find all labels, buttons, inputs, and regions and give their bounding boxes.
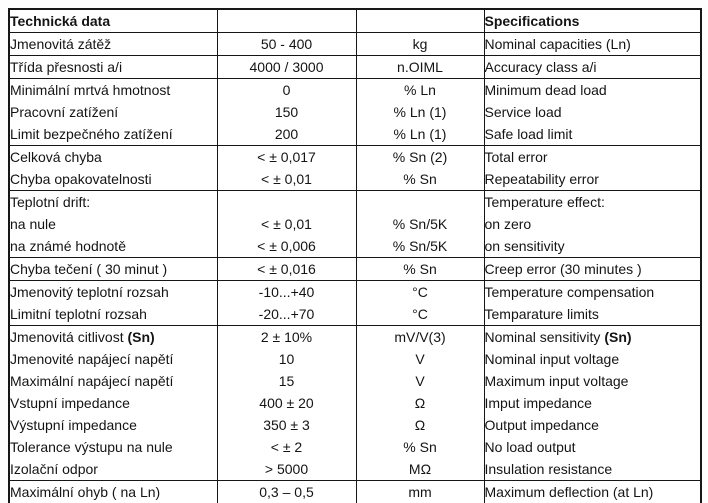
cell-unit (356, 56, 484, 79)
value-text: < ± 0,01 (261, 216, 312, 232)
label-czech-bold-text: (Sn) (127, 329, 155, 345)
cell-unit (356, 481, 484, 503)
cell-unit (356, 213, 484, 235)
cell-label-english (484, 281, 701, 304)
label-czech-text: Třída přesnosti a/i (10, 59, 123, 75)
cell-label-english (484, 348, 701, 370)
label-czech-text: Pracovní zatížení (10, 104, 119, 120)
table-group (9, 481, 701, 503)
value-text: 400 ± 20 (259, 395, 314, 411)
table-row (9, 348, 701, 370)
label-english-text: Accuracy class a/i (484, 59, 597, 75)
table-row (9, 458, 701, 481)
cell-label-english (484, 235, 701, 258)
cell-label-czech (9, 370, 217, 392)
value-text: < ± 0,006 (257, 238, 316, 254)
value-text: 50 - 400 (260, 36, 313, 52)
label-czech-text: Jmenovitý teplotní rozsah (10, 284, 169, 300)
cell-label-czech (9, 123, 217, 146)
label-czech-text: Minimální mrtvá hmotnost (10, 82, 171, 98)
cell-unit (356, 303, 484, 326)
label-czech-text: Maximální ohyb ( na Ln) (10, 484, 161, 500)
unit-text: % Sn (403, 261, 437, 277)
header-row (9, 9, 701, 33)
table-row (9, 235, 701, 258)
table-group (9, 281, 701, 326)
cell-label-czech (9, 168, 217, 191)
label-english-text: No load output (484, 439, 576, 455)
label-english-text: Creep error (30 minutes ) (484, 261, 642, 277)
table-row (9, 213, 701, 235)
cell-label-english (484, 481, 701, 503)
value-text: 2 ± 10% (260, 329, 313, 345)
cell-label-czech (9, 258, 217, 281)
cell-value (217, 348, 356, 370)
cell-label-czech (9, 326, 217, 349)
unit-text: °C (412, 284, 428, 300)
table-row (9, 481, 701, 503)
unit-text: Ω (414, 417, 426, 433)
cell-unit (356, 436, 484, 458)
value-text: < ± 0,016 (257, 261, 316, 277)
unit-text: n.OIML (397, 59, 443, 75)
label-english-text: Nominal capacities (Ln) (484, 36, 631, 52)
unit-text: Ω (414, 395, 426, 411)
value-text: < ± 0,017 (257, 149, 316, 165)
value-text: < ± 2 (270, 439, 303, 455)
cell-label-english (484, 213, 701, 235)
unit-text: V (415, 351, 425, 367)
cell-unit (356, 79, 484, 102)
value-text: 10 (278, 351, 295, 367)
header-specifications-title: Specifications (484, 9, 701, 33)
label-english-text: Output impedance (484, 417, 599, 433)
table-row (9, 101, 701, 123)
label-english-text: Temperature compensation (484, 284, 655, 300)
label-english-text: Insulation resistance (484, 461, 613, 477)
cell-unit (356, 370, 484, 392)
cell-label-english (484, 79, 701, 102)
value-text: 0 (282, 82, 291, 98)
unit-text: % Ln (1) (393, 104, 447, 120)
cell-label-czech (9, 281, 217, 304)
cell-value (217, 146, 356, 169)
label-czech-text: Chyba opakovatelnosti (10, 171, 152, 187)
cell-label-czech (9, 191, 217, 214)
cell-unit (356, 258, 484, 281)
table-row (9, 33, 701, 56)
table-row (9, 168, 701, 191)
cell-label-english (484, 326, 701, 349)
cell-value (217, 436, 356, 458)
cell-label-czech (9, 235, 217, 258)
cell-unit (356, 123, 484, 146)
cell-label-english (484, 168, 701, 191)
label-czech-text: Jmenovitá zátěž (10, 36, 112, 52)
cell-label-czech (9, 101, 217, 123)
table-group (9, 79, 701, 146)
cell-label-english (484, 392, 701, 414)
cell-value (217, 235, 356, 258)
label-czech-text: Jmenovitá citlivost (10, 329, 128, 345)
table-row (9, 303, 701, 326)
unit-text: % Ln (404, 82, 436, 98)
label-czech-text: Limitní teplotní rozsah (10, 306, 147, 322)
label-english-text: Repeatability error (484, 171, 599, 187)
header-value-column (217, 9, 356, 33)
label-english-text: Maximum input voltage (484, 373, 629, 389)
table-group (9, 33, 701, 56)
label-czech-text: Celková chyba (10, 149, 102, 165)
cell-label-english (484, 414, 701, 436)
table-row (9, 56, 701, 79)
table-row (9, 79, 701, 102)
unit-text: % Sn (403, 171, 437, 187)
label-czech-text: Tolerance výstupu na nule (10, 439, 173, 455)
cell-label-czech (9, 146, 217, 169)
cell-unit (356, 146, 484, 169)
value-text: 200 (274, 126, 299, 142)
label-english-text: Temperature effect: (484, 194, 605, 210)
unit-text: mV/V(3) (394, 329, 446, 345)
cell-value (217, 213, 356, 235)
cell-label-czech (9, 79, 217, 102)
cell-value (217, 392, 356, 414)
label-english-bold-text: (Sn) (604, 329, 632, 345)
table-group (9, 146, 701, 191)
table-row (9, 281, 701, 304)
table-row (9, 436, 701, 458)
label-english-text: on sensitivity (484, 238, 565, 254)
label-czech-text: Teplotní drift: (10, 194, 91, 210)
cell-value (217, 123, 356, 146)
label-english-text: Maximum deflection (at Ln) (484, 484, 654, 500)
unit-text: % Sn/5K (392, 238, 448, 254)
table-row (9, 370, 701, 392)
label-czech-text: Výstupní impedance (10, 417, 137, 433)
cell-label-czech (9, 481, 217, 503)
table-group (9, 326, 701, 481)
value-text: 350 ± 3 (263, 417, 310, 433)
cell-value (217, 168, 356, 191)
cell-label-english (484, 458, 701, 481)
cell-label-english (484, 258, 701, 281)
cell-value (217, 326, 356, 349)
cell-value (217, 79, 356, 102)
label-czech-text: Maximální napájecí napětí (10, 373, 174, 389)
table-row (9, 146, 701, 169)
cell-unit (356, 348, 484, 370)
label-czech-text: Vstupní impedance (10, 395, 130, 411)
table-row (9, 191, 701, 214)
unit-text: MΩ (408, 461, 432, 477)
cell-value (217, 56, 356, 79)
value-text: -20...+70 (258, 306, 315, 322)
label-english-text: Service load (484, 104, 562, 120)
cell-label-english (484, 123, 701, 146)
label-czech-text: Chyba tečení ( 30 minut ) (10, 261, 168, 277)
cell-value (217, 33, 356, 56)
label-czech-text: na známé hodnotě (10, 238, 126, 254)
cell-unit (356, 235, 484, 258)
unit-text: % Sn (403, 439, 437, 455)
label-czech-text: Jmenovité napájecí napětí (10, 351, 174, 367)
cell-label-czech (9, 392, 217, 414)
cell-value (217, 370, 356, 392)
value-text: > 5000 (264, 461, 309, 477)
label-english-text: on zero (484, 216, 532, 232)
cell-value (217, 481, 356, 503)
cell-value (217, 281, 356, 304)
table-row (9, 258, 701, 281)
cell-unit (356, 33, 484, 56)
cell-label-english (484, 370, 701, 392)
value-text: 150 (274, 104, 299, 120)
cell-label-english (484, 101, 701, 123)
unit-text: kg (412, 36, 428, 52)
value-text: 0,3 – 0,5 (259, 484, 314, 500)
cell-value (217, 458, 356, 481)
cell-label-czech (9, 213, 217, 235)
cell-value (217, 303, 356, 326)
cell-value (217, 101, 356, 123)
cell-unit (356, 392, 484, 414)
value-text: -10...+40 (258, 284, 315, 300)
cell-label-czech (9, 56, 217, 79)
table-row (9, 392, 701, 414)
unit-text: % Sn (2) (392, 149, 448, 165)
cell-unit (356, 458, 484, 481)
label-english-text: Nominal sensitivity (484, 329, 605, 345)
label-czech-text: Limit bezpečného zatížení (10, 126, 173, 142)
cell-unit (356, 191, 484, 214)
cell-label-czech (9, 303, 217, 326)
cell-label-english (484, 146, 701, 169)
unit-text: % Ln (1) (393, 126, 447, 142)
value-text: < ± 0,01 (261, 171, 312, 187)
cell-unit (356, 414, 484, 436)
cell-label-english (484, 56, 701, 79)
cell-label-czech (9, 458, 217, 481)
header-czech-title: Technická data (9, 9, 217, 33)
label-english-text: Safe load limit (484, 126, 573, 142)
cell-label-czech (9, 348, 217, 370)
table-row (9, 326, 701, 349)
label-english-text: Nominal input voltage (484, 351, 620, 367)
table-row (9, 123, 701, 146)
table-group (9, 191, 701, 258)
table-row (9, 414, 701, 436)
table-header (9, 9, 701, 33)
cell-value (217, 414, 356, 436)
table-group (9, 56, 701, 79)
cell-value (217, 191, 356, 214)
cell-label-english (484, 191, 701, 214)
cell-label-english (484, 303, 701, 326)
cell-value (217, 258, 356, 281)
cell-label-english (484, 33, 701, 56)
unit-text: % Sn/5K (392, 216, 448, 232)
cell-unit (356, 281, 484, 304)
cell-label-czech (9, 33, 217, 56)
label-czech-text: na nule (10, 216, 56, 232)
header-unit-column (356, 9, 484, 33)
cell-unit (356, 101, 484, 123)
label-czech-text: Izolační odpor (10, 461, 98, 477)
cell-label-czech (9, 436, 217, 458)
label-english-text: Total error (484, 149, 548, 165)
cell-label-english (484, 436, 701, 458)
unit-text: °C (412, 306, 428, 322)
label-english-text: Minimum dead load (484, 82, 607, 98)
specifications-table (8, 8, 702, 503)
label-english-text: Imput impedance (484, 395, 592, 411)
value-text: 15 (278, 373, 295, 389)
label-english-text: Temparature limits (484, 306, 599, 322)
value-text: 4000 / 3000 (249, 59, 324, 75)
unit-text: V (415, 373, 425, 389)
cell-unit (356, 326, 484, 349)
table-group (9, 258, 701, 281)
cell-label-czech (9, 414, 217, 436)
cell-unit (356, 168, 484, 191)
unit-text: mm (408, 484, 432, 500)
